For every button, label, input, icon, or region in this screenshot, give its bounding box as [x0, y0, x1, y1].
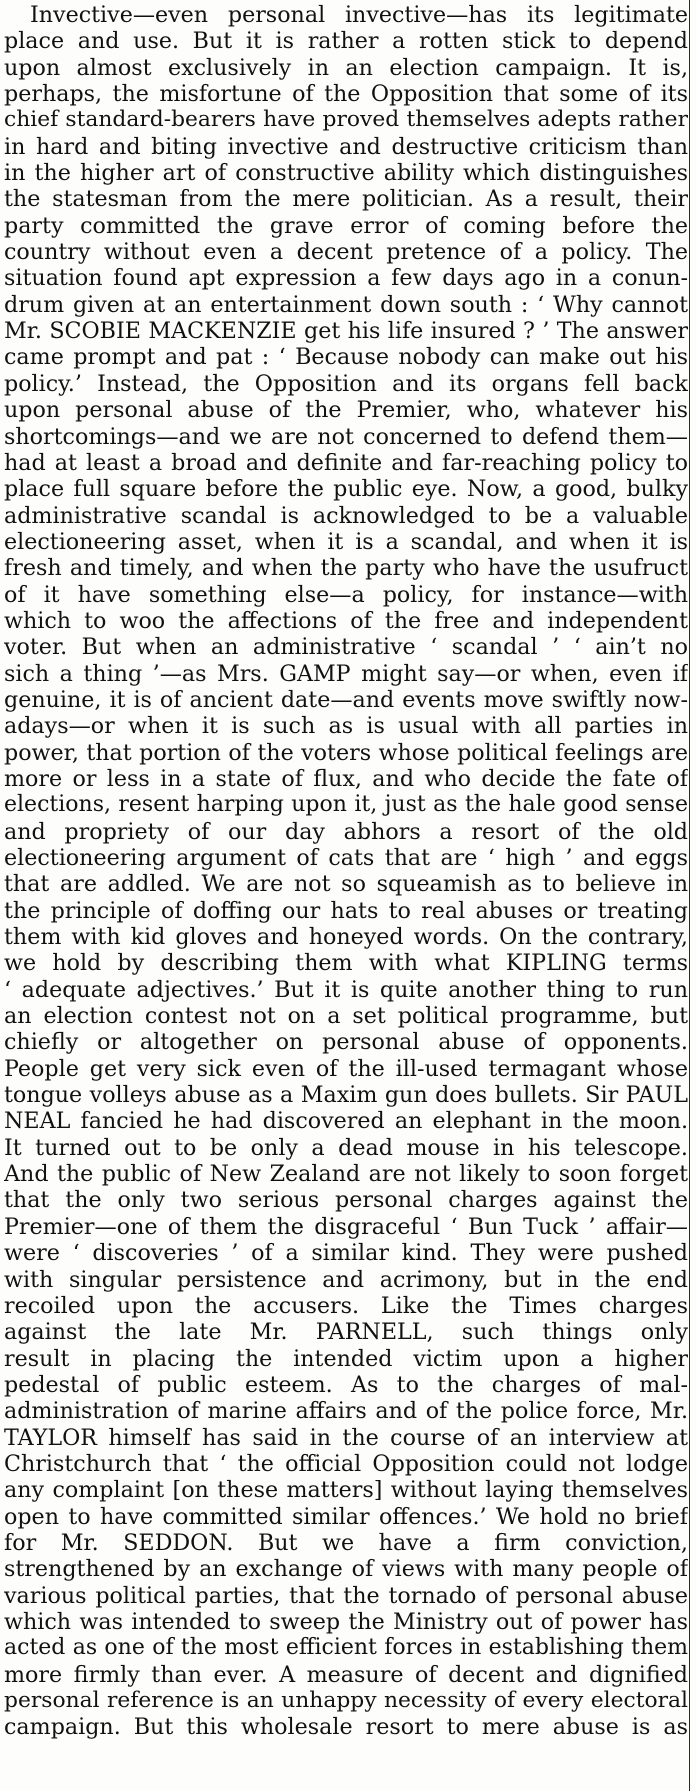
article-line: ‘ adequate adjectives.’ But it is quite another thing to run	[4, 976, 688, 1003]
article-line: in hard and biting invective and destructive criticism than	[4, 133, 688, 160]
article-line: genuine, it is of ancient date—and events move swiftly now-	[4, 686, 688, 713]
article-line: in the higher art of constructive ability which distinguishes	[4, 160, 688, 187]
article-line: People get very sick even of the ill-used termagant whose	[4, 1055, 688, 1082]
article-line: upon personal abuse of the Premier, who, whatever his	[4, 397, 688, 424]
article-line: that the only two serious personal charges against the	[4, 1187, 688, 1214]
article-line: shortcomings—and we are not concerned to defend them—	[4, 423, 688, 450]
article-line: various political parties, that the tornado of personal abuse	[4, 1582, 688, 1609]
article-line: drum given at an entertainment down south : ‘ Why cannot	[4, 291, 688, 318]
article-line: them with kid gloves and honeyed words. On the contrary,	[4, 924, 688, 951]
article-line: which was intended to sweep the Ministry out of power has	[4, 1608, 688, 1635]
article-line: administration of marine affairs and of the police force, Mr.	[4, 1398, 688, 1425]
article-line: place full square before the public eye. Now, a good, bulky	[4, 476, 688, 503]
article-line: Invective—even personal invective—has its legitimate	[30, 2, 688, 28]
article-line: sich a thing ’—as Mrs. GAMP might say—or when, even if	[4, 660, 688, 687]
article-line: strengthened by an exchange of views with many people of	[4, 1556, 688, 1583]
article-line: And the public of New Zealand are not likely to soon forget	[4, 1161, 688, 1188]
article-line: administrative scandal is acknowledged to be a valuable	[4, 502, 688, 529]
article-line: upon almost exclusively in an election campaign. It is,	[4, 54, 688, 81]
article-line: electioneering asset, when it is a scandal, and when it is	[4, 528, 688, 555]
article-line: we hold by describing them with what KIPLING terms	[4, 950, 688, 977]
article-line: voter. But when an administrative ‘ scandal ’ ‘ ain’t no	[4, 634, 688, 661]
article-line: pedestal of public esteem. As to the charges of mal-	[4, 1371, 688, 1398]
article-line: adays—or when it is such as is usual with all parties in	[4, 713, 688, 740]
article-line: NEAL fancied he had discovered an elephant in the moon.	[4, 1108, 688, 1135]
article-line: Premier—one of them the disgraceful ‘ Bun Tuck ’ affair—	[4, 1213, 688, 1240]
article-line: of it have something else—a policy, for instance—with	[4, 581, 688, 608]
article-line: the principle of doffing our hats to real abuses or treating	[4, 897, 688, 924]
article-line: came prompt and pat : ‘ Because nobody can make out his	[4, 344, 688, 371]
article-line: result in placing the intended victim upon a higher	[4, 1345, 688, 1372]
article-line: Mr. SCOBIE MACKENZIE get his life insured ? ’ The answer	[4, 318, 688, 345]
article-line: and propriety of our day abhors a resort of the old	[4, 818, 688, 845]
article-line: country without even a decent pretence of a policy. The	[4, 239, 688, 266]
article-line: with singular persistence and acrimony, but in the end	[4, 1266, 688, 1293]
article-line: had at least a broad and definite and far-reaching policy to	[4, 449, 688, 476]
article-line: campaign. But this wholesale resort to mere abuse is as	[4, 1714, 688, 1741]
article-line: electioneering argument of cats that are ‘ high ’ and eggs	[4, 845, 688, 871]
article-line: which to woo the affections of the free and independent	[4, 607, 688, 634]
article-line: open to have committed similar offences.’ We hold no brief	[4, 1503, 688, 1530]
article-line: fresh and timely, and when the party who have the usufruct	[4, 555, 688, 582]
article-line: situation found apt expression a few days ago in a conun-	[4, 265, 688, 292]
article-line: policy.’ Instead, the Opposition and its organs fell back	[4, 370, 688, 397]
article-line: personal reference is an unhappy necessity of every electoral	[4, 1688, 688, 1713]
article-line: chiefly or altogether on personal abuse of opponents.	[4, 1029, 688, 1056]
article-line: elections, resent harping upon it, just as the hale good sense	[4, 792, 688, 818]
article-line: power, that portion of the voters whose political feelings are	[4, 739, 688, 766]
article-line: against the late Mr. PARNELL, such things only	[4, 1319, 688, 1346]
article-line: that are addled. We are not so squeamish as to believe in	[4, 871, 688, 898]
article-line: chief standard-bearers have proved themselves adepts rather	[4, 107, 688, 133]
column-rule	[689, 0, 690, 1791]
article-line: TAYLOR himself has said in the course of an interview at	[4, 1424, 688, 1451]
article-line: It turned out to be only a dead mouse in his telescope.	[4, 1134, 688, 1161]
article-line: place and use. But it is rather a rotten stick to depend	[4, 28, 688, 55]
article-line: any complaint [on these matters] without laying themselves	[4, 1477, 688, 1504]
article-line: Christchurch that ‘ the official Opposition could not lodge	[4, 1450, 688, 1477]
article-line: tongue volleys abuse as a Maxim gun does bullets. Sir PAUL	[4, 1082, 688, 1109]
article-line: an election contest not on a set political programme, but	[4, 1003, 688, 1030]
article-line: for Mr. SEDDON. But we have a firm conviction,	[4, 1529, 688, 1556]
article-line: the statesman from the mere politician. As a result, their	[4, 186, 688, 213]
article-line: were ‘ discoveries ’ of a similar kind. They were pushed	[4, 1240, 688, 1267]
article-line: more firmly than ever. A measure of decent and dignified	[4, 1661, 688, 1688]
article-line: more or less in a state of flux, and who decide the fate of	[4, 765, 688, 792]
article-line: recoiled upon the accusers. Like the Times charges	[4, 1292, 688, 1319]
article-line: party committed the grave error of coming before the	[4, 212, 688, 239]
article-line: perhaps, the misfortune of the Opposition that some of its	[4, 81, 688, 108]
article-text	[4, 2, 688, 1741]
article-line: acted as one of the most efficient forces in establishing them	[4, 1635, 688, 1661]
